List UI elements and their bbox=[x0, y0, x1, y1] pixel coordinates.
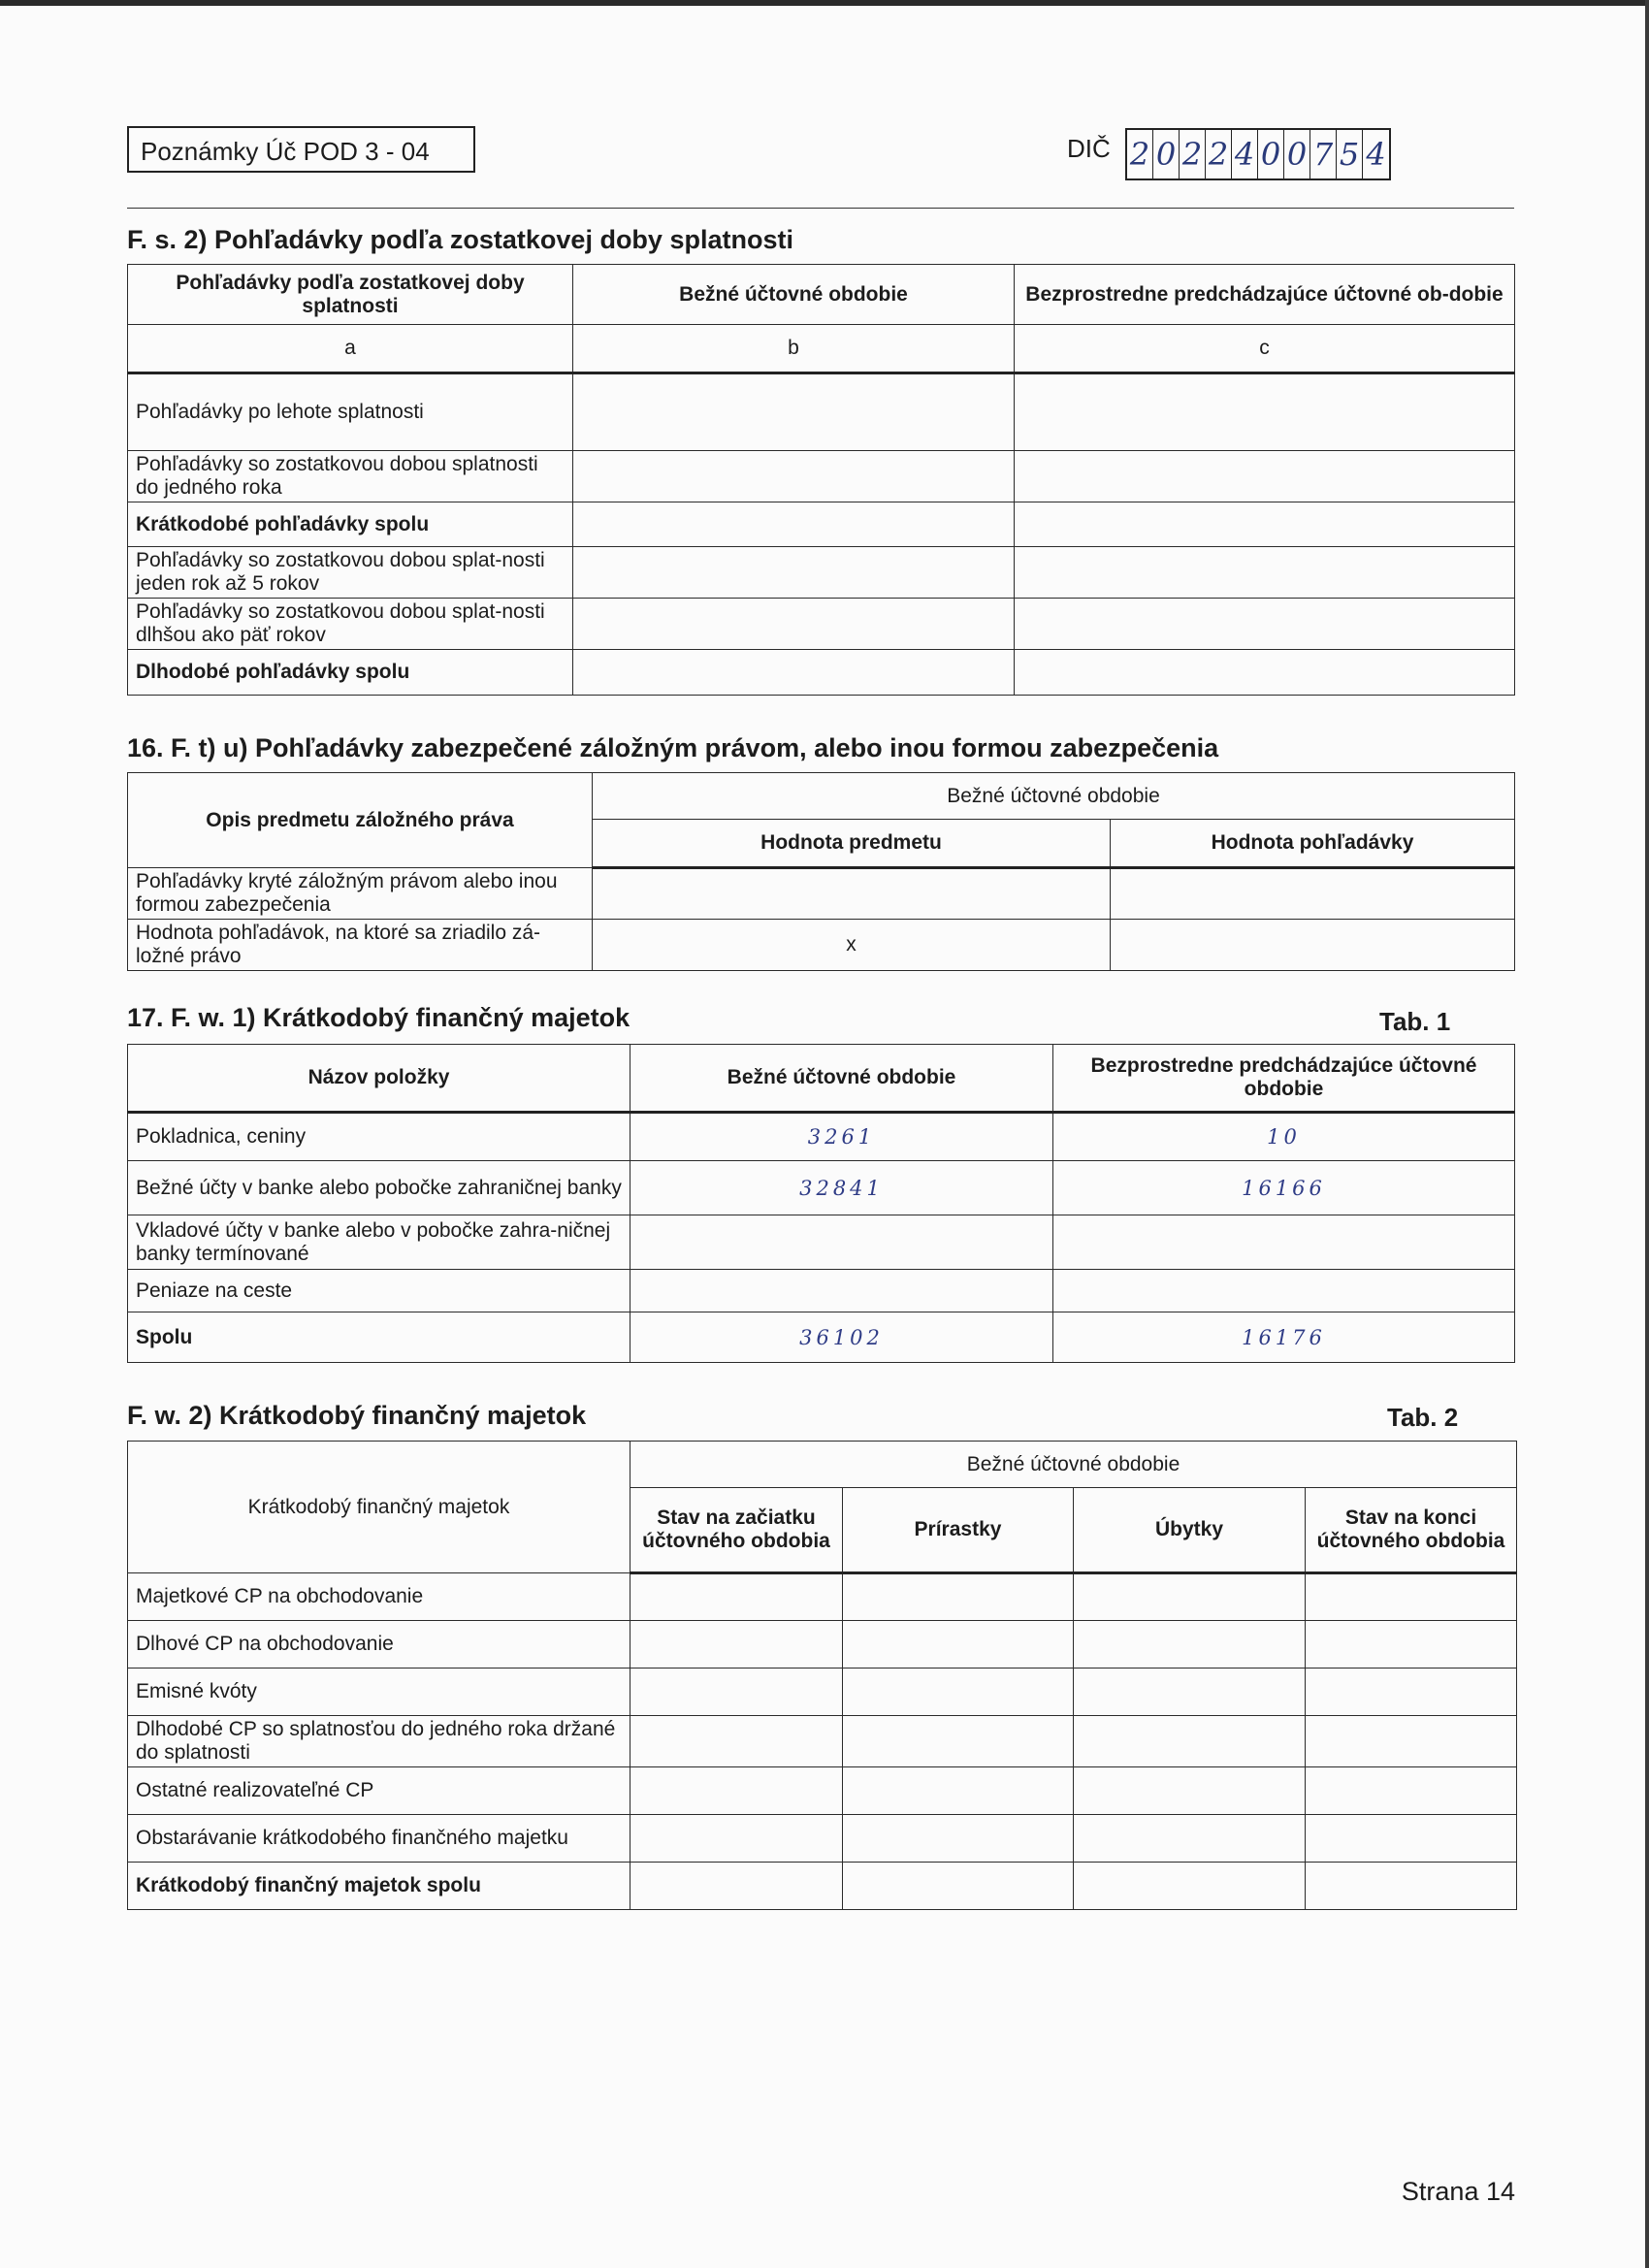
previous-period-value: 16166 bbox=[1053, 1161, 1515, 1215]
dic-digit: 4 bbox=[1366, 136, 1386, 173]
column-header: Prírastky bbox=[843, 1488, 1074, 1573]
row-label: Obstarávanie krátkodobého finančného majetku bbox=[128, 1815, 630, 1863]
column-header: Bežné účtovné obdobie bbox=[630, 1045, 1053, 1113]
value-cell bbox=[1015, 547, 1515, 599]
previous-period-value bbox=[1053, 1270, 1515, 1312]
section-title-short-term-financial-assets-1: 17. F. w. 1) Krátkodobý finančný majetok bbox=[127, 1003, 630, 1032]
column-header: Názov položky bbox=[128, 1045, 630, 1113]
row-label: Dlhodobé pohľadávky spolu bbox=[128, 650, 573, 696]
row-label: Peniaze na ceste bbox=[128, 1270, 630, 1312]
column-header: Stav na začiatku účtovného obdobia bbox=[630, 1488, 843, 1573]
row-label: Pohľadávky kryté záložným právom alebo inou formou zabezpečenia bbox=[128, 868, 593, 920]
short-term-financial-assets-table-1 bbox=[127, 1044, 1515, 1363]
row-label: Dlhové CP na obchodovanie bbox=[128, 1621, 630, 1669]
row-label: Spolu bbox=[128, 1312, 630, 1363]
row-label: Majetkové CP na obchodovanie bbox=[128, 1573, 630, 1621]
short-term-financial-assets-table-2 bbox=[127, 1441, 1517, 1910]
dic-label: DIČ bbox=[1067, 134, 1111, 163]
row-label: Vkladové účty v banke alebo v pobočke zahra-ničnej banky termínované bbox=[128, 1215, 630, 1270]
row-label: Dlhodobé CP so splatnosťou do jedného roka držané do splatnosti bbox=[128, 1716, 630, 1767]
value-cell bbox=[573, 451, 1015, 502]
row-label: Emisné kvóty bbox=[128, 1669, 630, 1716]
dic-digit: 7 bbox=[1310, 130, 1337, 178]
column-header: Hodnota predmetu bbox=[593, 820, 1111, 868]
section-title-receivables-maturity: F. s. 2) Pohľadávky podľa zostatkovej doby splatnosti bbox=[127, 225, 793, 254]
current-period-value bbox=[630, 1215, 1053, 1270]
period-header: Bežné účtovné obdobie bbox=[630, 1442, 1517, 1488]
column-header: Opis predmetu záložného práva bbox=[128, 773, 593, 868]
value-cell bbox=[1015, 502, 1515, 547]
receivables-maturity-table bbox=[127, 264, 1515, 696]
dic-digit: 0 bbox=[1258, 130, 1284, 178]
dic-digit: 0 bbox=[1284, 130, 1310, 178]
page-number: Strana 14 bbox=[1401, 2177, 1515, 2206]
dic-digit: 2 bbox=[1206, 130, 1232, 178]
value-cell bbox=[1015, 650, 1515, 696]
table-number: Tab. 2 bbox=[1387, 1403, 1459, 1432]
column-letter: b bbox=[573, 325, 1015, 373]
value-cell bbox=[573, 373, 1015, 451]
column-header: Úbytky bbox=[1074, 1488, 1306, 1573]
period-header: Bežné účtovné obdobie bbox=[593, 773, 1515, 820]
previous-period-value: 10 bbox=[1053, 1113, 1515, 1161]
dic-digit: 4 bbox=[1232, 130, 1258, 178]
table-number: Tab. 1 bbox=[1379, 1007, 1451, 1036]
row-label: Pohľadávky so zostatkovou dobou splat-nosti dlhšou ako päť rokov bbox=[128, 599, 573, 650]
value-cell bbox=[1015, 451, 1515, 502]
row-label: Pohľadávky so zostatkovou dobou splat-nosti jeden rok až 5 rokov bbox=[128, 547, 573, 599]
scan-edge-right bbox=[1645, 0, 1649, 2268]
row-label: Ostatné realizovateľné CP bbox=[128, 1767, 630, 1815]
value-cell bbox=[573, 599, 1015, 650]
secured-receivables-table bbox=[127, 772, 1515, 971]
section-title-secured-receivables: 16. F. t) u) Pohľadávky zabezpečené záložným právom, alebo inou formou zabezpečenia bbox=[127, 733, 1219, 762]
column-header: Bezprostredne predchádzajúce účtovné ob-dobie bbox=[1015, 265, 1515, 325]
row-label: Krátkodobý finančný majetok spolu bbox=[128, 1863, 630, 1910]
previous-period-value bbox=[1053, 1215, 1515, 1270]
dic-digit: 5 bbox=[1337, 130, 1363, 178]
dic-digit: 0 bbox=[1153, 130, 1180, 178]
current-period-value: 3261 bbox=[630, 1113, 1053, 1161]
value-cell bbox=[573, 650, 1015, 696]
header-divider bbox=[127, 208, 1514, 209]
section-title-short-term-financial-assets-2: F. w. 2) Krátkodobý finančný majetok bbox=[127, 1401, 587, 1430]
row-label: Pohľadávky so zostatkovou dobou splatnosti do jedného roka bbox=[128, 451, 573, 502]
dic-digit-boxes bbox=[1125, 128, 1391, 180]
scan-edge-top bbox=[0, 0, 1649, 6]
current-period-value: 36102 bbox=[630, 1312, 1053, 1363]
value-cell bbox=[1111, 920, 1515, 971]
row-label: Pohľadávky po lehote splatnosti bbox=[128, 373, 573, 451]
current-period-value bbox=[630, 1270, 1053, 1312]
column-header: Hodnota pohľadávky bbox=[1111, 820, 1515, 868]
column-letter: c bbox=[1015, 325, 1515, 373]
value-cell bbox=[573, 547, 1015, 599]
value-cell bbox=[1111, 868, 1515, 920]
not-applicable-mark: x bbox=[593, 920, 1111, 971]
column-header: Bežné účtovné obdobie bbox=[573, 265, 1015, 325]
row-label: Pokladnica, ceniny bbox=[128, 1113, 630, 1161]
previous-period-value: 16176 bbox=[1053, 1312, 1515, 1363]
value-cell bbox=[1015, 373, 1515, 451]
value-cell bbox=[1015, 599, 1515, 650]
column-header: Stav na konci účtovného obdobia bbox=[1306, 1488, 1517, 1573]
current-period-value: 32841 bbox=[630, 1161, 1053, 1215]
form-label: Poznámky Úč POD 3 - 04 bbox=[127, 126, 475, 173]
value-cell bbox=[573, 502, 1015, 547]
row-label: Krátkodobé pohľadávky spolu bbox=[128, 502, 573, 547]
column-header: Bezprostredne predchádzajúce účtovné obdobie bbox=[1053, 1045, 1515, 1113]
dic-digit: 2 bbox=[1180, 130, 1206, 178]
column-letter: a bbox=[128, 325, 573, 373]
row-label: Bežné účty v banke alebo pobočke zahraničnej banky bbox=[128, 1161, 630, 1215]
column-header: Krátkodobý finančný majetok bbox=[128, 1442, 630, 1573]
column-header: Pohľadávky podľa zostatkovej doby splatnosti bbox=[128, 265, 573, 325]
row-label: Hodnota pohľadávok, na ktoré sa zriadilo zá-ložné právo bbox=[128, 920, 593, 971]
dic-digit: 2 bbox=[1127, 130, 1153, 178]
value-cell bbox=[593, 868, 1111, 920]
